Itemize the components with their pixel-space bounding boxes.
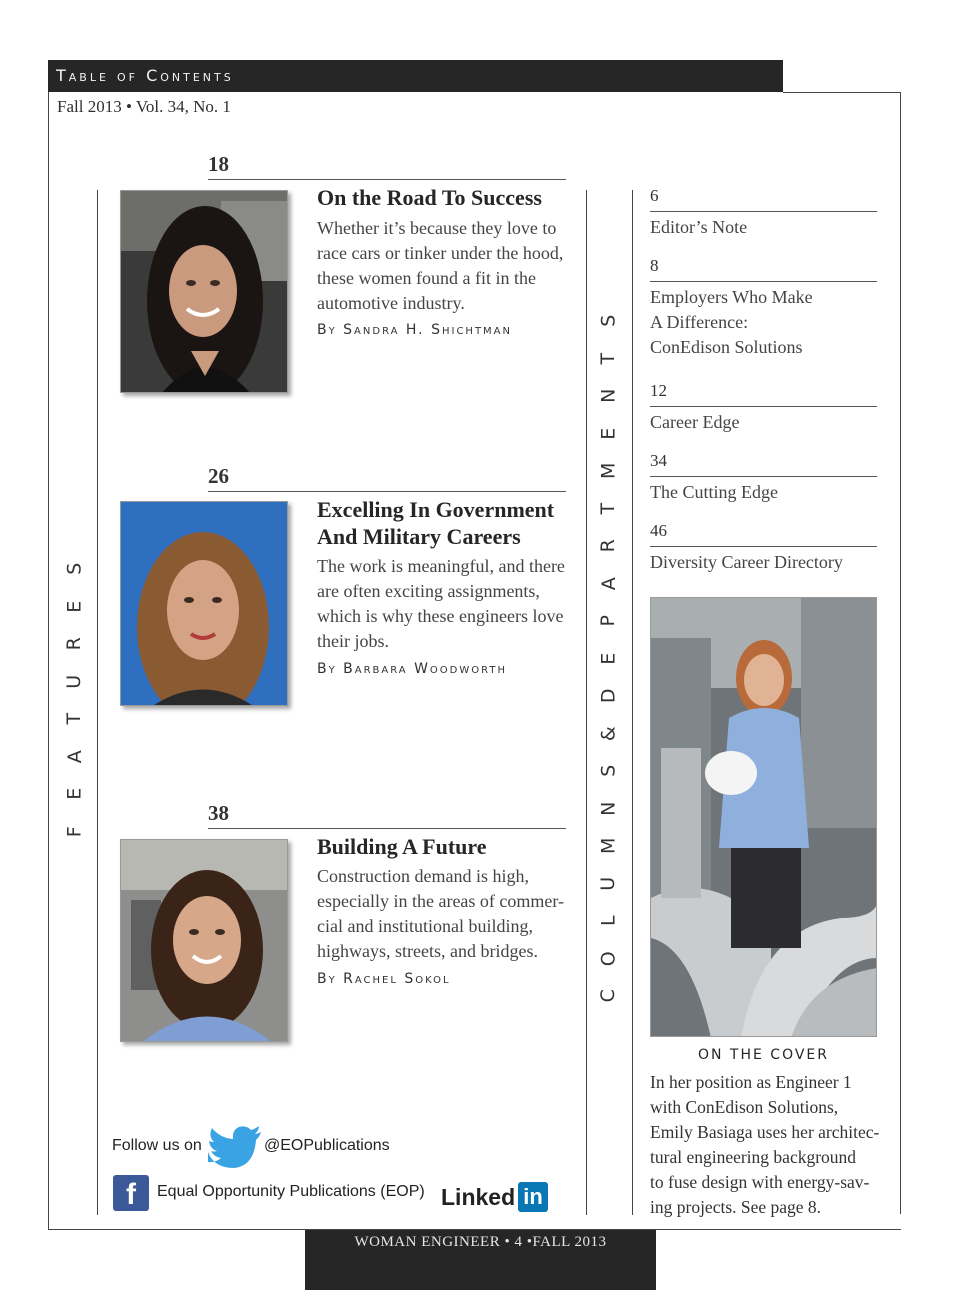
title-line: Excelling In Government: [317, 497, 555, 522]
twitter-handle[interactable]: @EOPublications: [264, 1137, 390, 1154]
vertical-label-letter: A: [63, 749, 86, 763]
features-divider: [97, 190, 98, 1215]
vertical-label-letter: S: [597, 314, 620, 327]
vertical-label-letter: M: [597, 462, 620, 479]
linkedin-word: Linked: [441, 1184, 516, 1210]
linkedin-logo[interactable]: [441, 1182, 549, 1212]
vertical-label-letter: N: [597, 801, 620, 816]
department-page-number: 34: [650, 451, 667, 470]
departments-vertical-label: [592, 302, 626, 1015]
vertical-label-letter: A: [597, 576, 620, 590]
description-line: are often exciting assignments,: [317, 581, 540, 601]
description-line: Construction demand is high,: [317, 866, 529, 886]
department-page-number: 46: [650, 521, 667, 540]
vertical-label-letter: F: [63, 825, 86, 837]
title-line: ConEdison Solutions: [650, 337, 803, 357]
vertical-label-letter: D: [597, 688, 620, 704]
caption-line: ing projects. See page 8.: [650, 1197, 822, 1217]
vertical-label-letter: M: [597, 837, 620, 854]
vertical-label-letter: &: [597, 725, 620, 741]
description-line: their jobs.: [317, 631, 389, 651]
feature-photo-2: [120, 501, 288, 706]
columns-left-divider: [586, 190, 587, 1215]
department-title: Diversity Career Directory: [650, 552, 843, 572]
frame-right: [900, 92, 901, 1214]
caption-line: In her position as Engineer 1: [650, 1072, 852, 1092]
caption-line: to fuse design with energy-sav-: [650, 1172, 870, 1192]
description-line: highways, streets, and bridges.: [317, 941, 538, 961]
department-title: [650, 285, 813, 360]
linkedin-icon: in: [518, 1182, 548, 1212]
department-title: Editor’s Note: [650, 217, 748, 237]
vertical-label-letter: S: [63, 562, 86, 575]
follow-us-text: Follow us on: [112, 1137, 202, 1154]
description-line: cial and institutional building,: [317, 916, 533, 936]
description-line: Whether it’s because they love to: [317, 218, 557, 238]
vertical-label-letter: T: [597, 502, 620, 515]
department-page-number: 12: [650, 381, 667, 400]
columns-right-divider: [632, 190, 633, 1215]
vertical-label-letter: E: [597, 427, 620, 440]
description-line: automotive industry.: [317, 293, 465, 313]
section-title: Table of Contents: [56, 66, 234, 85]
footer-text: WOMAN ENGINEER • 4 •FALL 2013: [354, 1234, 607, 1250]
description-line: these women found a fit in the: [317, 268, 536, 288]
cover-photo: [650, 597, 877, 1037]
department-page-number: 6: [650, 186, 659, 205]
feature-photo-1: [120, 190, 288, 393]
frame-top-right: [783, 92, 901, 93]
feature-page-number: 26: [208, 464, 229, 488]
department-rule: [650, 546, 877, 547]
vertical-label-letter: E: [63, 787, 86, 800]
description-line: The work is meaningful, and there: [317, 556, 565, 576]
title-line: And Military Careers: [317, 524, 521, 549]
feature-rule: [208, 179, 566, 180]
feature-byline: By Rachel Sokol: [317, 971, 451, 987]
caption-line: tural engineering background: [650, 1147, 857, 1167]
feature-page-number: 38: [208, 801, 229, 825]
description-line: which is why these engineers love: [317, 606, 564, 626]
facebook-letter: f: [126, 1178, 136, 1211]
vertical-label-letter: P: [597, 615, 620, 627]
vertical-label-letter: T: [597, 352, 620, 365]
vertical-label-letter: L: [597, 915, 620, 927]
vertical-label-letter: T: [63, 712, 86, 725]
vertical-label-letter: C: [597, 989, 620, 1003]
facebook-page-name[interactable]: Equal Opportunity Publications (EOP): [157, 1183, 425, 1200]
title-line: A Difference:: [650, 312, 749, 332]
feature-byline: By Sandra H. Shichtman: [317, 322, 513, 338]
vertical-label-letter: U: [597, 876, 620, 891]
department-rule: [650, 211, 877, 212]
feature-description: [317, 864, 564, 964]
feature-rule: [208, 491, 566, 492]
description-line: race cars or tinker under the hood,: [317, 243, 564, 263]
feature-page-number: 18: [208, 152, 229, 176]
vertical-label-letter: O: [597, 950, 620, 966]
twitter-bird-icon[interactable]: [204, 1122, 262, 1170]
cover-label: ON THE COVER: [697, 1047, 830, 1063]
department-page-number: 8: [650, 256, 659, 275]
feature-title: On the Road To Success: [317, 185, 542, 210]
frame-left: [48, 92, 49, 1230]
description-line: especially in the areas of commer-: [317, 891, 565, 911]
feature-rule: [208, 828, 566, 829]
issue-info: Fall 2013 • Vol. 34, No. 1: [57, 97, 231, 116]
vertical-label-letter: R: [63, 637, 86, 651]
vertical-label-letter: S: [597, 764, 620, 777]
feature-photo-3: [120, 839, 288, 1042]
vertical-label-letter: E: [63, 600, 86, 613]
title-line: Employers Who Make: [650, 287, 813, 307]
department-title: Career Edge: [650, 412, 740, 432]
feature-byline: By Barbara Woodworth: [317, 661, 507, 677]
feature-description: [317, 554, 565, 654]
caption-line: Emily Basiaga uses her architec-: [650, 1122, 880, 1142]
caption-line: with ConEdison Solutions,: [650, 1097, 839, 1117]
vertical-label-letter: N: [597, 388, 620, 403]
vertical-label-letter: R: [597, 539, 620, 553]
feature-description: [317, 216, 563, 316]
facebook-icon[interactable]: [113, 1175, 149, 1211]
feature-title: [317, 496, 554, 550]
features-vertical-label: [58, 550, 92, 850]
vertical-label-letter: U: [63, 674, 86, 689]
department-rule: [650, 406, 877, 407]
cover-caption: [650, 1070, 880, 1220]
vertical-label-letter: E: [597, 652, 620, 665]
department-title: The Cutting Edge: [650, 482, 778, 502]
department-rule: [650, 476, 877, 477]
feature-title: Building A Future: [317, 834, 487, 859]
department-rule: [650, 281, 877, 282]
